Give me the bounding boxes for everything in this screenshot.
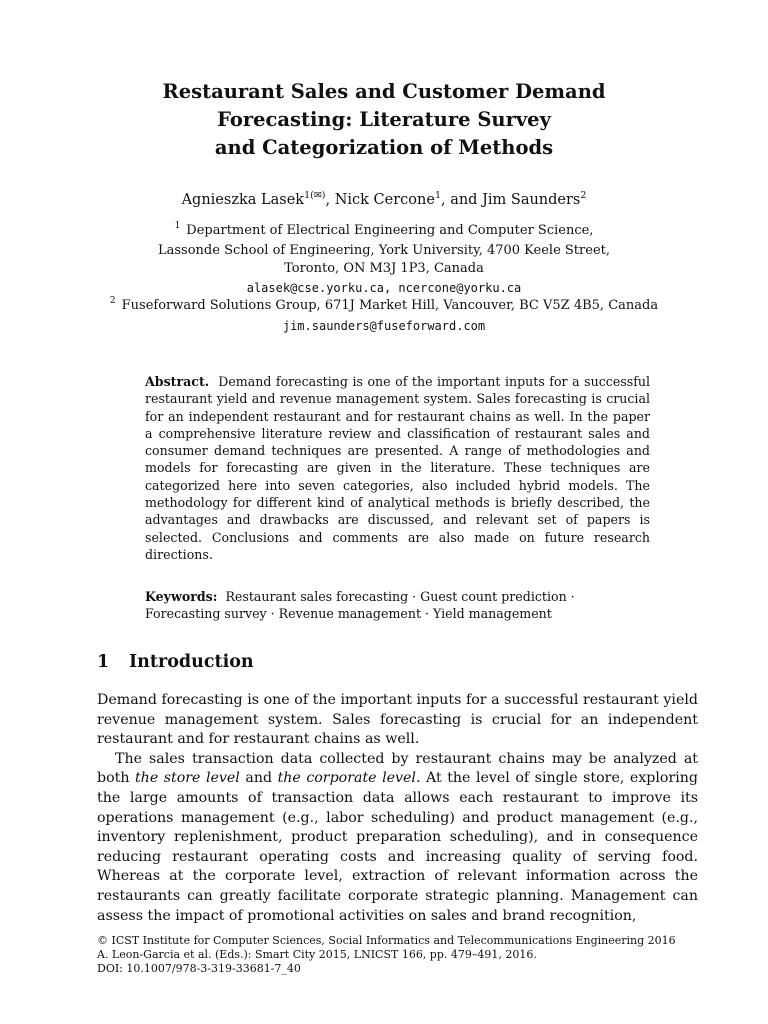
paragraph-text: . At the level of single store, exploring the large amounts of transaction data allows each restaurant to improve its operations management (e.g., labor scheduling) and product management (e.g., inventory replenishment, product preparation scheduling), and in consequence reducing restaurant operating costs and increasing quality of serving food. Whereas at the corporate level, extraction of relevant information across the restaurants can greatly facilitate corporate strategic planning. Management can assess the impact of promotional activities on sales and brand recognition,	[97, 770, 698, 924]
title-line-1: Restaurant Sales and Customer Demand	[162, 80, 606, 103]
body-text	[97, 691, 698, 926]
author-separator: , and	[440, 191, 483, 208]
paragraph-text: and	[239, 770, 278, 787]
section-number: 1	[97, 652, 110, 672]
author-affiliation-mark: 1	[434, 190, 441, 201]
doi-line: DOI: 10.1007/978-3-319-33681-7_40	[97, 962, 301, 976]
abstract-text: Demand forecasting is one of the important inputs for a successful restaurant yield and revenue management system. Sales forecasting is crucial for an independent restaurant and for restaurant chains as well. In the paper a comprehensive literature review and classification of restaurant sales and consumer demand techniques are presented. A range of methodologies and models for forecasting are given in the literature. These techniques are categorized here into seven categories, also included hybrid models. The methodology for different kind of analytical methods is briefly described, the advantages and drawbacks are discussed, and relevant set of papers is selected. Conclusions and comments are also made on future research directions.	[145, 374, 650, 562]
affiliation-1-line-1	[0, 222, 768, 242]
affiliation-1-line-2: Lassonde School of Engineering, York University, 4700 Keele Street,	[158, 242, 610, 258]
affiliation-text: Department of Electrical Engineering and Computer Science,	[186, 223, 594, 238]
author-affiliation-mark: 2	[580, 190, 587, 201]
abstract-label: Abstract.	[145, 374, 210, 389]
affiliation-text: Fuseforward Solutions Group, 671J Market Hill, Vancouver, BC V5Z 4B5, Canada	[121, 298, 659, 313]
author-name: Agnieszka Lasek	[181, 191, 305, 208]
emphasis-store-level: the store level	[134, 770, 240, 787]
section-title: Introduction	[129, 652, 254, 672]
paragraph: Demand forecasting is one of the important inputs for a successful restaurant yield revenue management system. Sales forecasting is crucial for an independent restaurant and for restaurant chains as well.	[97, 692, 698, 748]
author-separator: ,	[325, 191, 335, 208]
title-line-3: and Categorization of Methods	[214, 136, 554, 159]
citation-line: A. Leon-Garcia et al. (Eds.): Smart City 2015, LNICST 166, pp. 479–491, 2016.	[97, 948, 537, 962]
affiliations	[0, 222, 768, 335]
affiliation-marker: 2	[109, 296, 116, 306]
affiliation-marker: 1	[174, 221, 181, 231]
abstract	[145, 373, 650, 563]
author-affiliation-mark: 1(✉)	[304, 190, 326, 201]
author-list	[0, 190, 768, 208]
affiliation-2-email: jim.saunders@fuseforward.com	[282, 318, 486, 333]
copyright-line: © ICST Institute for Computer Sciences, Social Informatics and Telecommunications Engineering 2016	[97, 934, 676, 947]
keywords-text: Restaurant sales forecasting · Guest count prediction · Forecasting survey · Revenue management · Yield management	[145, 589, 575, 622]
emphasis-corporate-level: the corporate level	[277, 770, 416, 787]
copyright-footer	[97, 934, 698, 977]
paragraph	[97, 750, 698, 926]
paper-title	[0, 78, 768, 162]
author-name: Jim Saunders	[482, 191, 581, 208]
keywords	[145, 588, 650, 623]
author-name: Nick Cercone	[334, 191, 435, 208]
section-heading	[97, 652, 254, 672]
title-line-2: Forecasting: Literature Survey	[217, 108, 551, 131]
keywords-label: Keywords:	[145, 589, 218, 604]
affiliation-1-line-3: Toronto, ON M3J 1P3, Canada	[284, 261, 484, 276]
paragraph-text: The sales transaction data collected by restaurant chains may be analyzed at both	[97, 750, 698, 787]
affiliation-1-emails: alasek@cse.yorku.ca, ncercone@yorku.ca	[246, 280, 522, 295]
affiliation-2-line-1	[0, 297, 768, 317]
